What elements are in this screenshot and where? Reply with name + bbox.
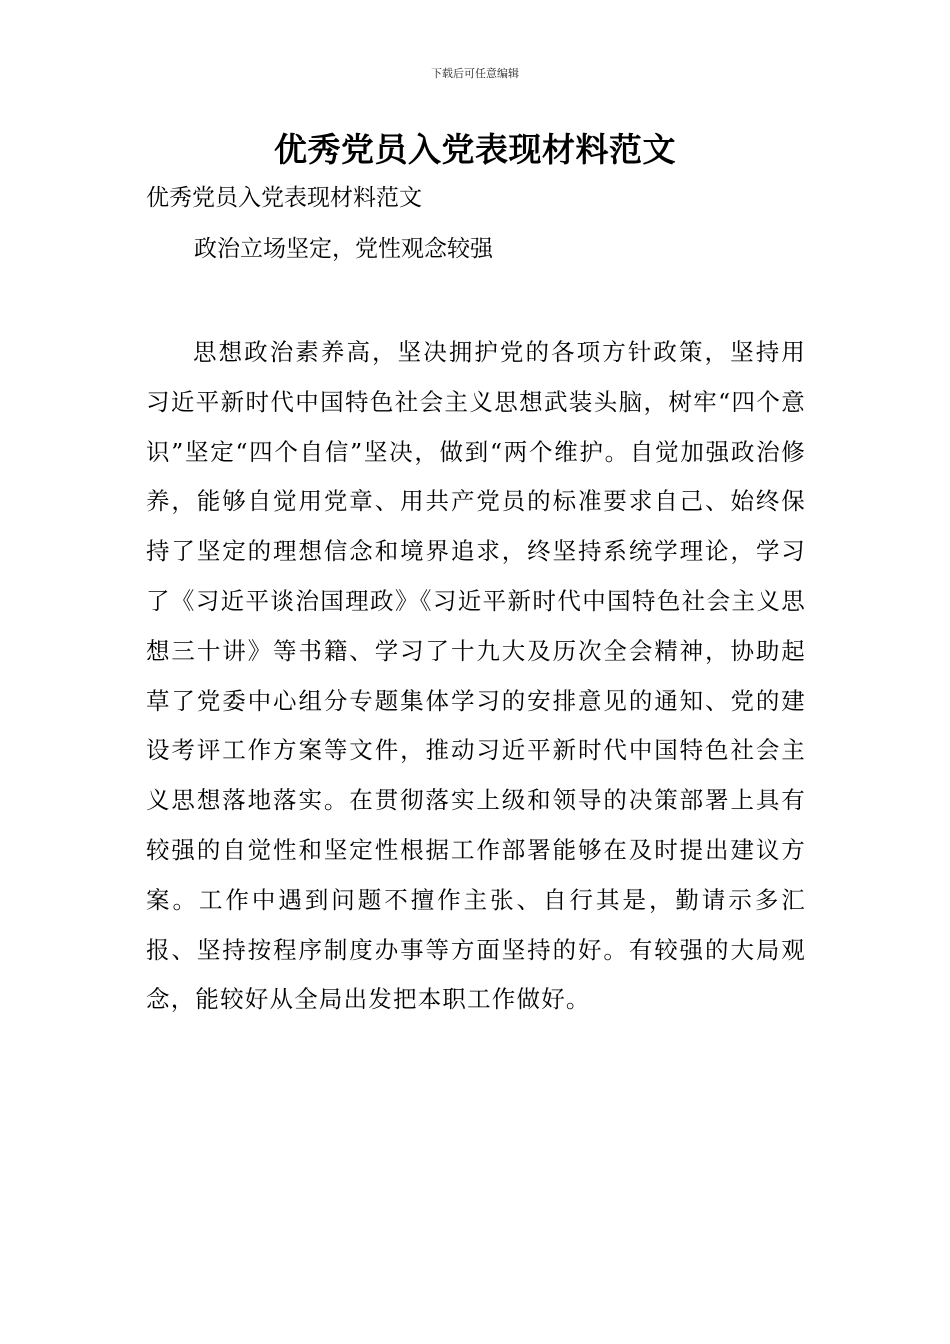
document-title: 优秀党员入党表现材料范文 (274, 130, 676, 169)
header-note: 下载后可任意编辑 (431, 67, 519, 80)
section-heading: 政治立场坚定，党性观念较强 (194, 236, 493, 262)
document-subtitle: 优秀党员入党表现材料范文 (146, 185, 422, 211)
body-paragraph: 思想政治素养高，坚决拥护党的各项方针政策，坚持用习近平新时代中国特色社会主义思想武装头脑，树牢“四个意识”坚定“四个自信”坚决，做到“两个维护。自觉加强政治修养，能够自觉用党章、用共产党员的标准要求自己、始终保持了坚定的理想信念和境界追求，终坚持系统学理论，学习了《习近平谈治国理政》《习近平新时代中国特色社会主义思想三十讲》等书籍、学习了十九大及历次全会精神，协助起草了党委中心组分专题集体学习的安排意见的通知、党的建设考评工作方案等文件，推动习近平新时代中国特色社会主义思想落地落实。在贯彻落实上级和领导的决策部署上具有较强的自觉性和坚定性根据工作部署能够在及时提出建议方案。工作中遇到问题不擅作主张、自行其是，勤请示多汇报、坚持按程序制度办事等方面坚持的好。有较强的大局观念，能较好从全局出发把本职工作做好。 (146, 338, 806, 1014)
